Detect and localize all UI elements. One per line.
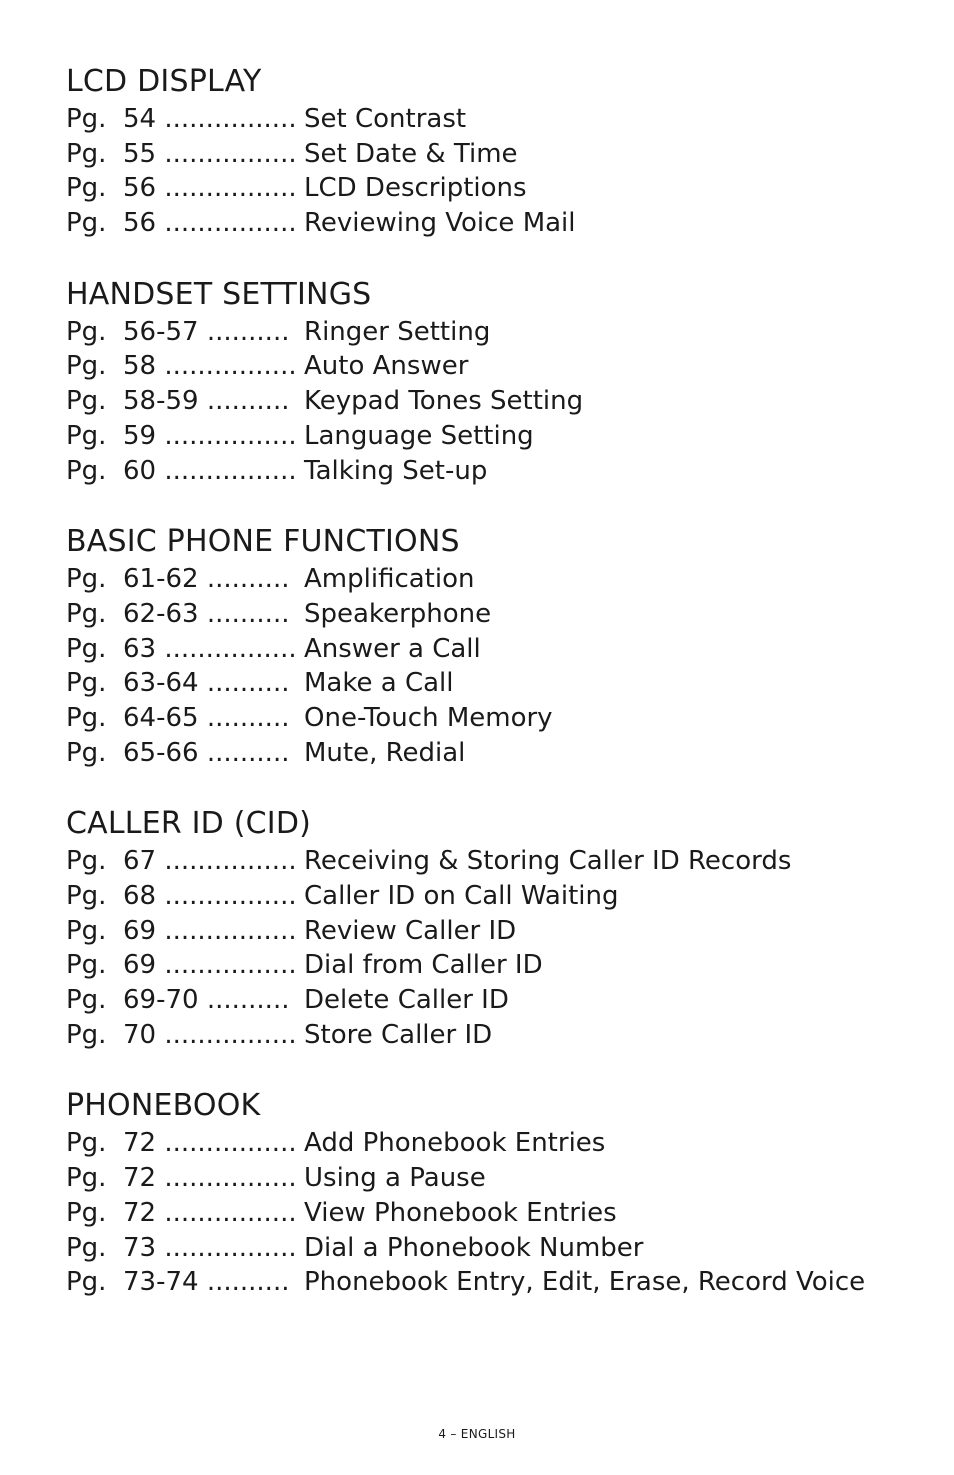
page-prefix: Pg. <box>66 1232 107 1263</box>
entry-description: Set Contrast <box>304 104 467 134</box>
toc-entry-page-ref <box>66 736 304 771</box>
dot-leader: ................ <box>164 950 297 981</box>
dot-leader: .......... <box>206 598 290 629</box>
page-prefix: Pg. <box>66 564 107 595</box>
entry-description: Caller ID on Call Waiting <box>304 881 619 911</box>
toc-entry <box>66 736 926 771</box>
page-prefix: Pg. <box>66 1267 107 1298</box>
entry-description: Dial a Phonebook Number <box>304 1232 644 1263</box>
page-prefix: Pg. <box>66 104 107 134</box>
toc-section <box>66 1086 926 1299</box>
dot-leader: ................ <box>164 1128 297 1159</box>
dot-leader: .......... <box>206 564 290 595</box>
page-prefix: Pg. <box>66 915 107 946</box>
toc-entry <box>66 349 926 384</box>
toc-entry-page-ref <box>66 1231 304 1266</box>
dot-leader: ................ <box>164 455 297 486</box>
toc-entry-page-ref <box>66 102 304 137</box>
table-of-contents <box>66 62 926 1334</box>
page-number: 55 <box>123 138 157 169</box>
toc-entry-page-ref <box>66 419 304 454</box>
page-number: 64-65 <box>123 702 199 733</box>
toc-entry-page-ref <box>66 562 304 597</box>
toc-section <box>66 275 926 488</box>
toc-section <box>66 62 926 241</box>
page-number: 60 <box>123 455 157 486</box>
page-number: 68 <box>123 881 157 911</box>
toc-entry <box>66 1196 926 1231</box>
toc-entry-page-ref <box>66 1018 304 1053</box>
toc-entry-page-ref <box>66 844 304 879</box>
toc-entry <box>66 1018 926 1053</box>
dot-leader: ................ <box>164 420 297 451</box>
toc-section <box>66 804 926 1052</box>
dot-leader: ................ <box>164 881 297 911</box>
entry-description: Set Date & Time <box>304 138 518 169</box>
page-number: 65-66 <box>123 737 199 768</box>
toc-entry <box>66 206 926 241</box>
toc-entry <box>66 844 926 879</box>
toc-entry <box>66 914 926 949</box>
dot-leader: .......... <box>206 386 290 417</box>
dot-leader: .......... <box>206 1267 290 1298</box>
entry-description: Review Caller ID <box>304 915 517 946</box>
entry-description: Amplification <box>304 564 475 595</box>
dot-leader: ................ <box>164 208 297 239</box>
entry-description: Language Setting <box>304 420 534 451</box>
page-prefix: Pg. <box>66 1019 107 1050</box>
entry-description: Ringer Setting <box>304 316 491 347</box>
toc-entry <box>66 701 926 736</box>
dot-leader: ................ <box>164 633 297 664</box>
toc-entry <box>66 137 926 172</box>
page-number: 61-62 <box>123 564 199 595</box>
page-prefix: Pg. <box>66 668 107 699</box>
entry-description: Receiving & Storing Caller ID Records <box>304 846 792 877</box>
dot-leader: .......... <box>206 702 290 733</box>
dot-leader: .......... <box>206 737 290 768</box>
toc-entry <box>66 171 926 206</box>
toc-entry-page-ref <box>66 171 304 206</box>
page-number: 73-74 <box>123 1267 199 1298</box>
entry-description: Phonebook Entry, Edit, Erase, Record Voice <box>304 1267 866 1298</box>
toc-entry <box>66 1265 926 1300</box>
toc-entry <box>66 562 926 597</box>
page-number: 63 <box>123 633 157 664</box>
page-prefix: Pg. <box>66 420 107 451</box>
toc-entry <box>66 315 926 350</box>
page-prefix: Pg. <box>66 208 107 239</box>
toc-entry <box>66 879 926 914</box>
toc-entry-page-ref <box>66 349 304 384</box>
page-number: 72 <box>123 1197 157 1228</box>
dot-leader: ................ <box>164 173 297 204</box>
dot-leader: .......... <box>206 316 290 347</box>
entry-description: Answer a Call <box>304 633 481 664</box>
dot-leader: .......... <box>206 668 290 699</box>
section-title: BASIC PHONE FUNCTIONS <box>66 524 460 560</box>
toc-entry-page-ref <box>66 914 304 949</box>
section-title: CALLER ID (CID) <box>66 806 312 842</box>
toc-entry <box>66 632 926 667</box>
page-prefix: Pg. <box>66 950 107 981</box>
toc-entry-page-ref <box>66 137 304 172</box>
page-number: 72 <box>123 1128 157 1159</box>
section-title: LCD DISPLAY <box>66 64 262 99</box>
entry-description: Store Caller ID <box>304 1019 493 1050</box>
dot-leader: ................ <box>164 846 297 877</box>
entry-description: Reviewing Voice Mail <box>304 208 576 239</box>
toc-entry <box>66 384 926 419</box>
page-number: 69 <box>123 950 157 981</box>
page-number: 67 <box>123 846 157 877</box>
toc-entry-page-ref <box>66 1196 304 1231</box>
page-prefix: Pg. <box>66 138 107 169</box>
page-prefix: Pg. <box>66 737 107 768</box>
toc-entry-page-ref <box>66 206 304 241</box>
section-title: PHONEBOOK <box>66 1088 261 1124</box>
dot-leader: ................ <box>164 351 297 382</box>
toc-entry-page-ref <box>66 701 304 736</box>
entry-description: View Phonebook Entries <box>304 1197 617 1228</box>
toc-entry-page-ref <box>66 384 304 419</box>
dot-leader: ................ <box>164 1019 297 1050</box>
dot-leader: ................ <box>164 1163 297 1194</box>
page-number: 56 <box>123 208 157 239</box>
dot-leader: ................ <box>164 104 297 134</box>
page-prefix: Pg. <box>66 881 107 911</box>
toc-entry <box>66 1126 926 1161</box>
toc-entry-page-ref <box>66 315 304 350</box>
toc-entry <box>66 419 926 454</box>
dot-leader: ................ <box>164 138 297 169</box>
page-number: 58-59 <box>123 386 199 417</box>
page-number: 59 <box>123 420 157 451</box>
toc-entry-page-ref <box>66 597 304 632</box>
page-number: 58 <box>123 351 157 382</box>
page-footer: 4 – ENGLISH <box>438 1427 516 1441</box>
page-prefix: Pg. <box>66 316 107 347</box>
page-prefix: Pg. <box>66 455 107 486</box>
page-prefix: Pg. <box>66 173 107 204</box>
page-prefix: Pg. <box>66 1128 107 1159</box>
entry-description: Delete Caller ID <box>304 985 509 1016</box>
toc-entry-page-ref <box>66 1126 304 1161</box>
page-number: 63-64 <box>123 668 199 699</box>
toc-entry-page-ref <box>66 983 304 1018</box>
page-prefix: Pg. <box>66 846 107 877</box>
dot-leader: ................ <box>164 915 297 946</box>
entry-description: One-Touch Memory <box>304 702 553 733</box>
page-prefix: Pg. <box>66 386 107 417</box>
entry-description: Talking Set-up <box>304 455 488 486</box>
page-prefix: Pg. <box>66 598 107 629</box>
entry-description: Using a Pause <box>304 1163 486 1194</box>
entry-description: LCD Descriptions <box>304 173 527 204</box>
toc-entry-page-ref <box>66 1265 304 1300</box>
toc-entry <box>66 983 926 1018</box>
page-number: 54 <box>123 104 157 134</box>
toc-entry <box>66 597 926 632</box>
toc-entry-page-ref <box>66 948 304 983</box>
page-prefix: Pg. <box>66 351 107 382</box>
toc-entry <box>66 1231 926 1266</box>
entry-description: Mute, Redial <box>304 737 466 768</box>
entry-description: Auto Answer <box>304 351 469 382</box>
toc-entry <box>66 666 926 701</box>
page-number: 69 <box>123 915 157 946</box>
toc-entry <box>66 1161 926 1196</box>
page-prefix: Pg. <box>66 1163 107 1194</box>
page-prefix: Pg. <box>66 633 107 664</box>
toc-entry-page-ref <box>66 879 304 914</box>
page-number: 56-57 <box>123 316 199 347</box>
page-prefix: Pg. <box>66 702 107 733</box>
section-title: HANDSET SETTINGS <box>66 276 372 312</box>
dot-leader: .......... <box>206 985 290 1016</box>
page-number: 62-63 <box>123 598 199 629</box>
page-prefix: Pg. <box>66 1197 107 1228</box>
toc-entry <box>66 102 926 137</box>
dot-leader: ................ <box>164 1197 297 1228</box>
entry-description: Keypad Tones Setting <box>304 386 584 417</box>
page-number: 69-70 <box>123 985 199 1016</box>
page-number: 56 <box>123 173 157 204</box>
page-number: 72 <box>123 1163 157 1194</box>
toc-section <box>66 522 926 770</box>
toc-entry <box>66 948 926 983</box>
dot-leader: ................ <box>164 1232 297 1263</box>
toc-entry-page-ref <box>66 454 304 489</box>
page-prefix: Pg. <box>66 985 107 1016</box>
entry-description: Make a Call <box>304 668 454 699</box>
toc-entry-page-ref <box>66 632 304 667</box>
page-number: 70 <box>123 1019 157 1050</box>
toc-entry-page-ref <box>66 666 304 701</box>
entry-description: Dial from Caller ID <box>304 950 543 981</box>
entry-description: Speakerphone <box>304 598 492 629</box>
toc-entry-page-ref <box>66 1161 304 1196</box>
page-number: 73 <box>123 1232 157 1263</box>
toc-entry <box>66 454 926 489</box>
entry-description: Add Phonebook Entries <box>304 1128 606 1159</box>
